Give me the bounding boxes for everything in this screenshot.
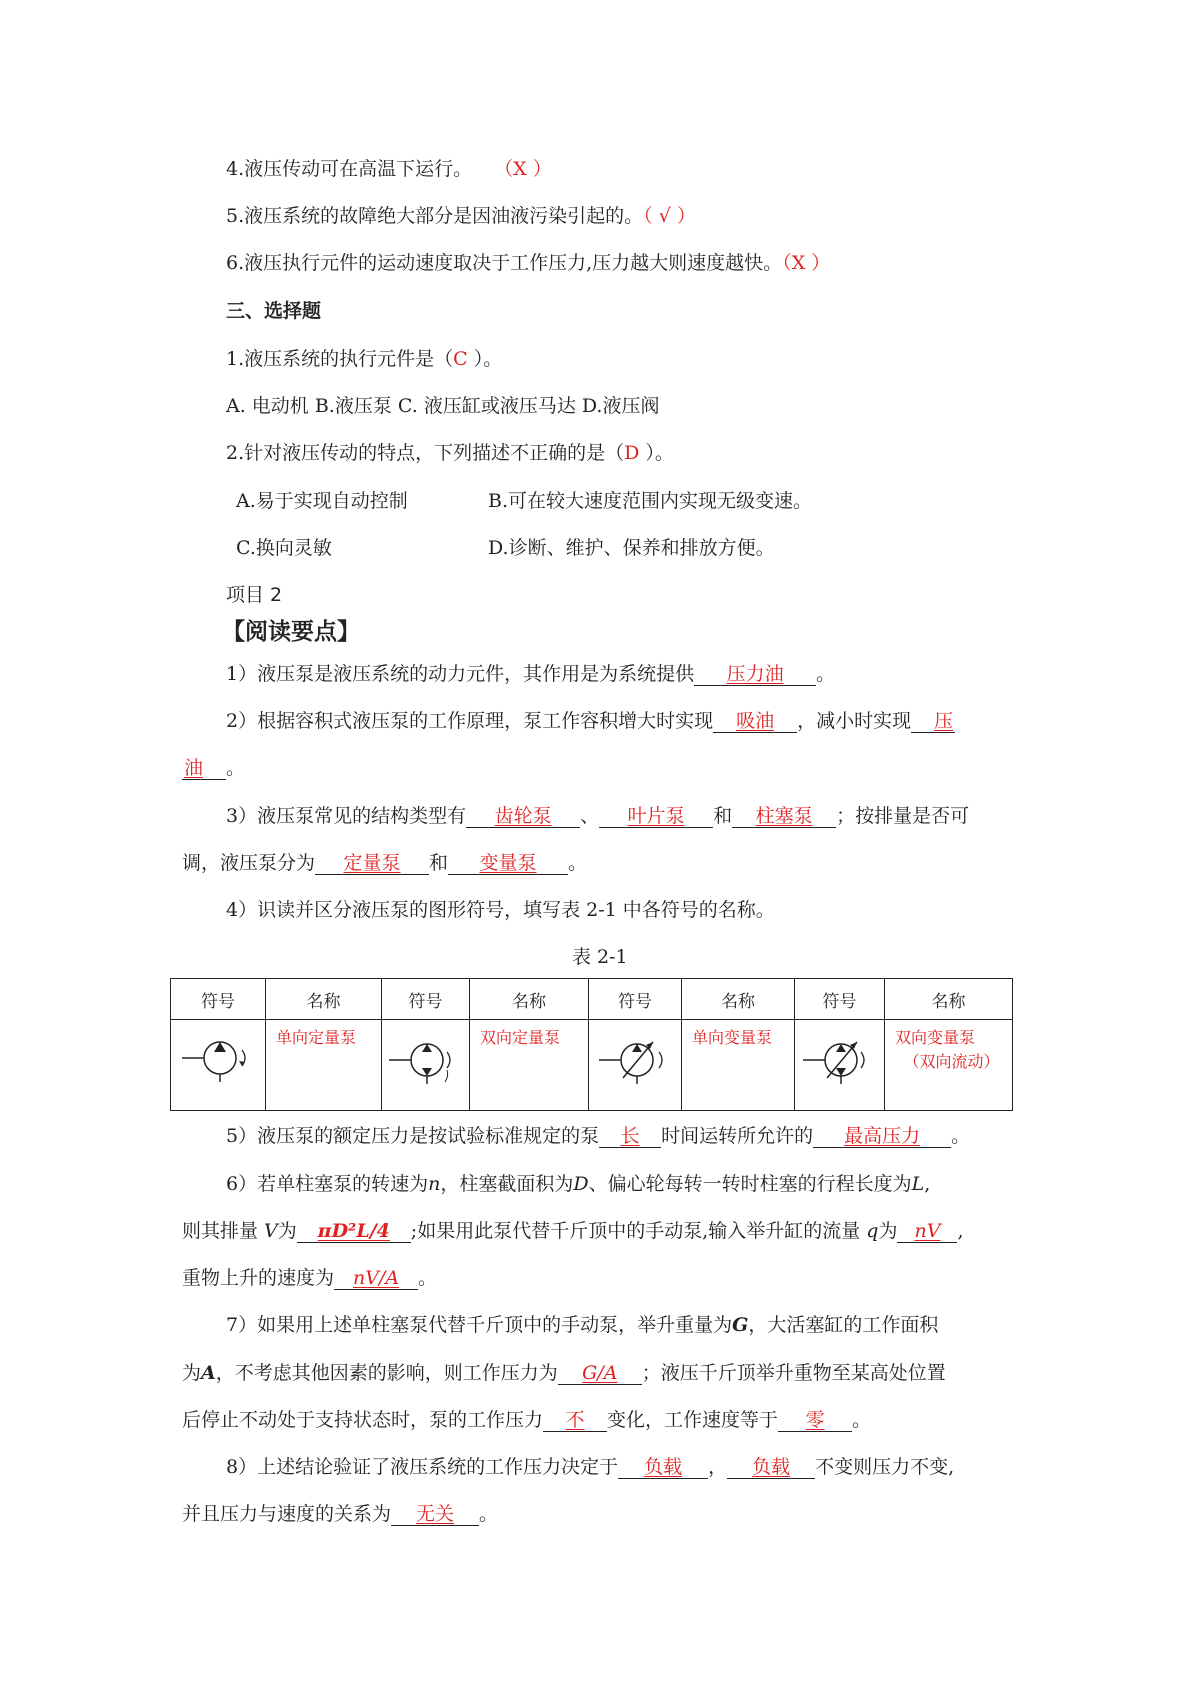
th-name: 名称 bbox=[682, 979, 795, 1020]
blank: 油 bbox=[182, 757, 226, 780]
reading-point-6: 6）若单柱塞泵的转速为n，柱塞截面积为D、偏心轮每转一转时柱塞的行程长度为L, bbox=[226, 1173, 931, 1195]
table-row bbox=[171, 1020, 1013, 1111]
blank: 负载 bbox=[618, 1456, 708, 1479]
reading-point-7-cont2: 后停止不动处于支持状态时，泵的工作压力 不 变化，工作速度等于 零 。 bbox=[182, 1409, 872, 1431]
blank: πD²L/4 bbox=[297, 1220, 411, 1243]
reading-point-2-cont: 油 。 bbox=[184, 757, 246, 779]
name-cell-2: 双向定量泵 bbox=[470, 1020, 589, 1111]
name-cell-4: 双向变量泵 （双向流动） bbox=[885, 1020, 1013, 1111]
blank: nV/A bbox=[334, 1267, 418, 1290]
blank: 吸油 bbox=[713, 710, 797, 733]
blank: 定量泵 bbox=[315, 852, 429, 875]
pump-symbol-icon bbox=[595, 1030, 675, 1090]
choice-q2-answer: D bbox=[624, 442, 640, 464]
blank: 零 bbox=[778, 1409, 852, 1432]
reading-point-1: 1）液压泵是液压系统的动力元件，其作用是为系统提供 压力油 。 bbox=[226, 663, 836, 685]
reading-point-8-cont: 并且压力与速度的关系为 无关 。 bbox=[182, 1503, 499, 1525]
choice-q2: 2.针对液压传动的特点，下列描述不正确的是（D ）。 bbox=[226, 442, 674, 464]
reading-title: 【阅读要点】 bbox=[222, 619, 360, 645]
reading-point-4: 4）识读并区分液压泵的图形符号，填写表 2-1 中各符号的名称。 bbox=[226, 899, 775, 921]
reading-point-5: 5）液压泵的额定压力是按试验标准规定的泵 长 时间运转所允许的 最高压力 。 bbox=[226, 1125, 971, 1147]
symbol-unidirectional-variable-pump bbox=[589, 1020, 682, 1111]
reading-point-3: 3）液压泵常见的结构类型有 齿轮泵 、 叶片泵 和 柱塞泵 ；按排量是否可 bbox=[226, 805, 970, 827]
blank: nV bbox=[897, 1220, 957, 1243]
judge-line-4: 4.液压传动可在高温下运行。 （X ） bbox=[226, 158, 552, 180]
choice-q2-option-b: B.可在较大速度范围内实现无级变速。 bbox=[488, 490, 813, 512]
blank: 变量泵 bbox=[448, 852, 568, 875]
th-symbol: 符号 bbox=[589, 979, 682, 1020]
choice-q2-option-d: D.诊断、维护、保养和排放方便。 bbox=[488, 537, 775, 559]
judge-line-6: 6.液压执行元件的运动速度取决于工作压力,压力越大则速度越快。（X ） bbox=[226, 252, 831, 274]
th-name: 名称 bbox=[470, 979, 589, 1020]
reading-point-2: 2）根据容积式液压泵的工作原理，泵工作容积增大时实现 吸油 ，减小时实现 压 bbox=[226, 710, 954, 732]
blank: 齿轮泵 bbox=[466, 805, 580, 828]
blank: 压力油 bbox=[694, 663, 816, 686]
reading-point-6-cont: 则其排量 V为 πD²L/4 ;如果用此泵代替千斤顶中的手动泵,输入举升缸的流量 q为 nV , bbox=[182, 1220, 964, 1242]
blank: 长 bbox=[599, 1125, 661, 1148]
th-symbol: 符号 bbox=[382, 979, 470, 1020]
reading-point-6-cont2: 重物上升的速度为 nV/A 。 bbox=[182, 1267, 438, 1289]
judge-line-5: 5.液压系统的故障绝大部分是因油液污染引起的。（ √ ） bbox=[226, 205, 696, 227]
reading-point-8: 8）上述结论验证了液压系统的工作压力决定于 负载 ， 负载 不变则压力不变, bbox=[226, 1456, 955, 1478]
choice-q1-options: A. 电动机 B.液压泵 C. 液压缸或液压马达 D.液压阀 bbox=[226, 395, 660, 417]
pump-symbol-icon bbox=[178, 1030, 258, 1086]
blank: 最高压力 bbox=[813, 1125, 951, 1148]
name-cell-1: 单向定量泵 bbox=[266, 1020, 382, 1111]
symbol-bidirectional-fixed-pump bbox=[382, 1020, 470, 1111]
reading-point-7: 7）如果用上述单柱塞泵代替千斤顶中的手动泵，举升重量为G，大活塞缸的工作面积 bbox=[226, 1314, 939, 1336]
blank: 压 bbox=[911, 710, 955, 733]
pump-symbol-table bbox=[170, 978, 1013, 1111]
th-symbol: 符号 bbox=[795, 979, 885, 1020]
choice-q2-option-c: C.换向灵敏 bbox=[236, 537, 332, 559]
blank: 无关 bbox=[391, 1503, 479, 1526]
th-name: 名称 bbox=[266, 979, 382, 1020]
th-symbol: 符号 bbox=[171, 979, 266, 1020]
project-label: 项目 2 bbox=[226, 584, 283, 606]
blank: 不 bbox=[543, 1409, 607, 1432]
reading-point-7-cont: 为A，不考虑其他因素的影响，则工作压力为 G/A ；液压千斤顶举升重物至某高处位置 bbox=[182, 1362, 946, 1384]
judge-answer-4: X bbox=[513, 158, 527, 180]
section-title-choice: 三、选择题 bbox=[226, 300, 322, 322]
symbol-bidirectional-variable-pump bbox=[795, 1020, 885, 1111]
blank: G/A bbox=[558, 1362, 642, 1385]
reading-point-3-cont: 调，液压泵分为 定量泵 和 变量泵 。 bbox=[182, 852, 588, 874]
choice-q1-answer: C bbox=[453, 348, 468, 370]
pump-symbol-icon bbox=[801, 1030, 879, 1090]
judge-answer-5: √ bbox=[658, 205, 671, 227]
choice-q2-option-a: A.易于实现自动控制 bbox=[236, 490, 408, 512]
th-name: 名称 bbox=[885, 979, 1013, 1020]
blank: 叶片泵 bbox=[599, 805, 713, 828]
table-header-row bbox=[171, 979, 1013, 1020]
table-caption: 表 2-1 bbox=[572, 946, 628, 968]
choice-q1: 1.液压系统的执行元件是（C ）。 bbox=[226, 348, 503, 370]
pump-symbol-icon bbox=[387, 1030, 465, 1090]
judge-answer-6: X bbox=[791, 252, 806, 274]
name-cell-3: 单向变量泵 bbox=[682, 1020, 795, 1111]
blank: 柱塞泵 bbox=[732, 805, 836, 828]
symbol-unidirectional-fixed-pump bbox=[171, 1020, 266, 1111]
blank: 负载 bbox=[727, 1456, 815, 1479]
